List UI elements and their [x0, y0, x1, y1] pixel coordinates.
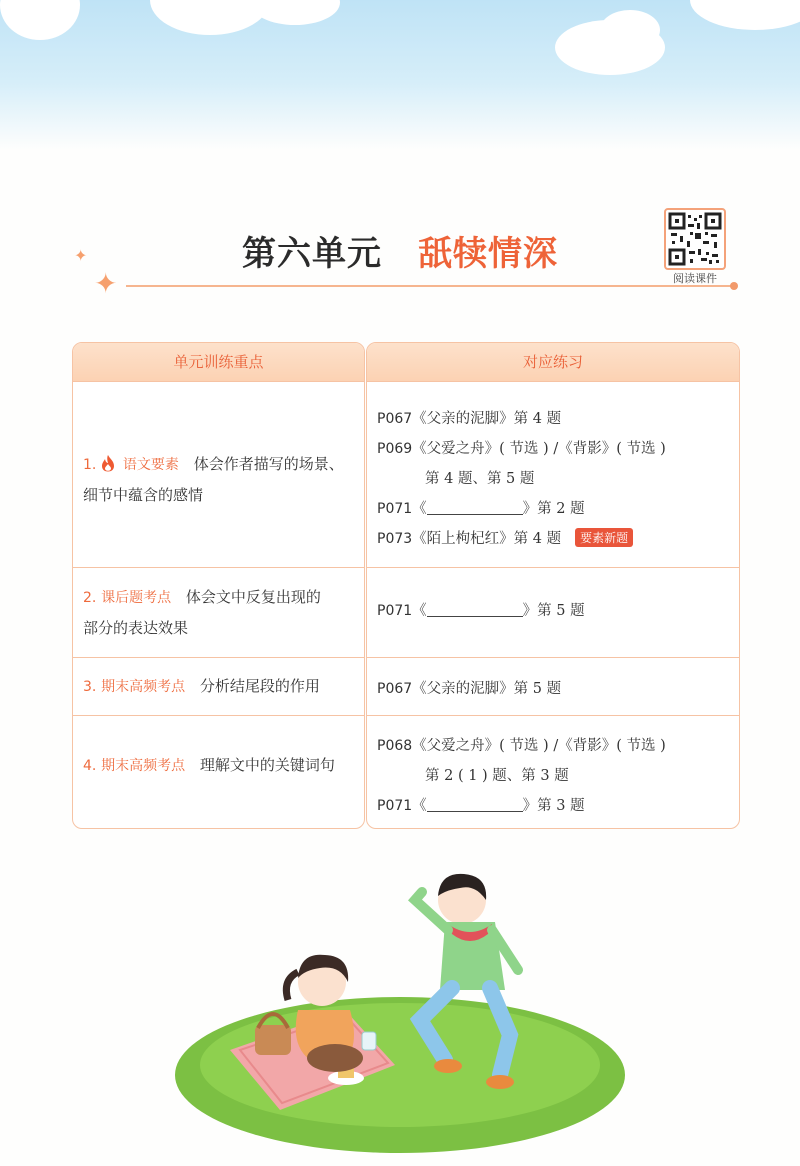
- unit-theme: 舐犊情深: [418, 234, 558, 274]
- right-column-header: 对应练习: [367, 343, 739, 382]
- cup: [362, 1032, 376, 1050]
- item-tag: 课后题考点: [101, 590, 172, 606]
- item-text: 细节中蕴含的感情: [83, 486, 204, 504]
- sky-background: [0, 0, 800, 150]
- item-text: 体会作者描写的场景、: [193, 455, 344, 473]
- item-text: 部分的表达效果: [83, 619, 189, 637]
- table-row: [73, 715, 364, 829]
- item-tag: 语文要素: [122, 457, 179, 473]
- item-number: 4.: [83, 758, 97, 774]
- left-column-header: 单元训练重点: [73, 343, 364, 382]
- sparkle-icon: ✦: [94, 267, 118, 300]
- table-row: [367, 657, 739, 716]
- table-row: [73, 657, 364, 716]
- practice-line: 第 4 题、第 5 题: [425, 471, 535, 487]
- practice-column: [366, 342, 740, 829]
- qr-code[interactable]: [664, 208, 726, 270]
- focus-item-3: [83, 671, 356, 702]
- training-focus-column: [72, 342, 365, 829]
- item-text: 理解文中的关键词句: [199, 756, 335, 774]
- qr-label: 阅读课件: [673, 272, 717, 285]
- practice-line[interactable]: P071《 》第 5 题: [377, 603, 585, 619]
- focus-item-1: [83, 449, 356, 510]
- item-number: 3.: [83, 679, 97, 695]
- practice-line[interactable]: P068《父爱之舟》( 节选 ) /《背影》( 节选 ): [377, 738, 666, 754]
- item-number: 2.: [83, 590, 97, 606]
- item-tag: 期末高频考点: [101, 679, 186, 695]
- unit-number: 第六单元: [242, 234, 382, 274]
- item-text: 体会文中反复出现的: [185, 588, 321, 606]
- table-row: [367, 715, 739, 829]
- table-row: [73, 381, 364, 567]
- focus-item-2: [83, 582, 356, 643]
- item-tag: 期末高频考点: [101, 758, 186, 774]
- cloud: [600, 10, 660, 50]
- flame-icon: [101, 454, 115, 472]
- practice-line[interactable]: P071《 》第 2 题: [377, 501, 585, 517]
- practice-line[interactable]: P069《父爱之舟》( 节选 ) /《背影》( 节选 ): [377, 441, 666, 457]
- item-text: 分析结尾段的作用: [199, 677, 320, 695]
- item-number: 1.: [83, 457, 97, 473]
- practice-line[interactable]: P071《 》第 3 题: [377, 798, 585, 814]
- table-row: [367, 567, 739, 658]
- blank-line: [427, 500, 523, 515]
- blank-line: [427, 602, 523, 617]
- title-divider: [126, 285, 734, 287]
- divider-dot: [730, 282, 738, 290]
- practice-line: 第 2 ( 1 ) 题、第 3 题: [425, 768, 569, 784]
- new-question-badge: 要素新题: [575, 528, 633, 547]
- practice-line[interactable]: P073《陌上枸杞红》第 4 题 要素新题: [377, 527, 633, 548]
- focus-item-4: [83, 750, 356, 781]
- table-row: [367, 381, 739, 567]
- practice-line[interactable]: P067《父亲的泥脚》第 5 题: [377, 681, 562, 697]
- practice-line[interactable]: P067《父亲的泥脚》第 4 题: [377, 411, 562, 427]
- sparkle-icon: ✦: [74, 246, 88, 265]
- table-row: [73, 567, 364, 658]
- blank-line: [427, 797, 523, 812]
- picnic-illustration: [170, 860, 630, 1160]
